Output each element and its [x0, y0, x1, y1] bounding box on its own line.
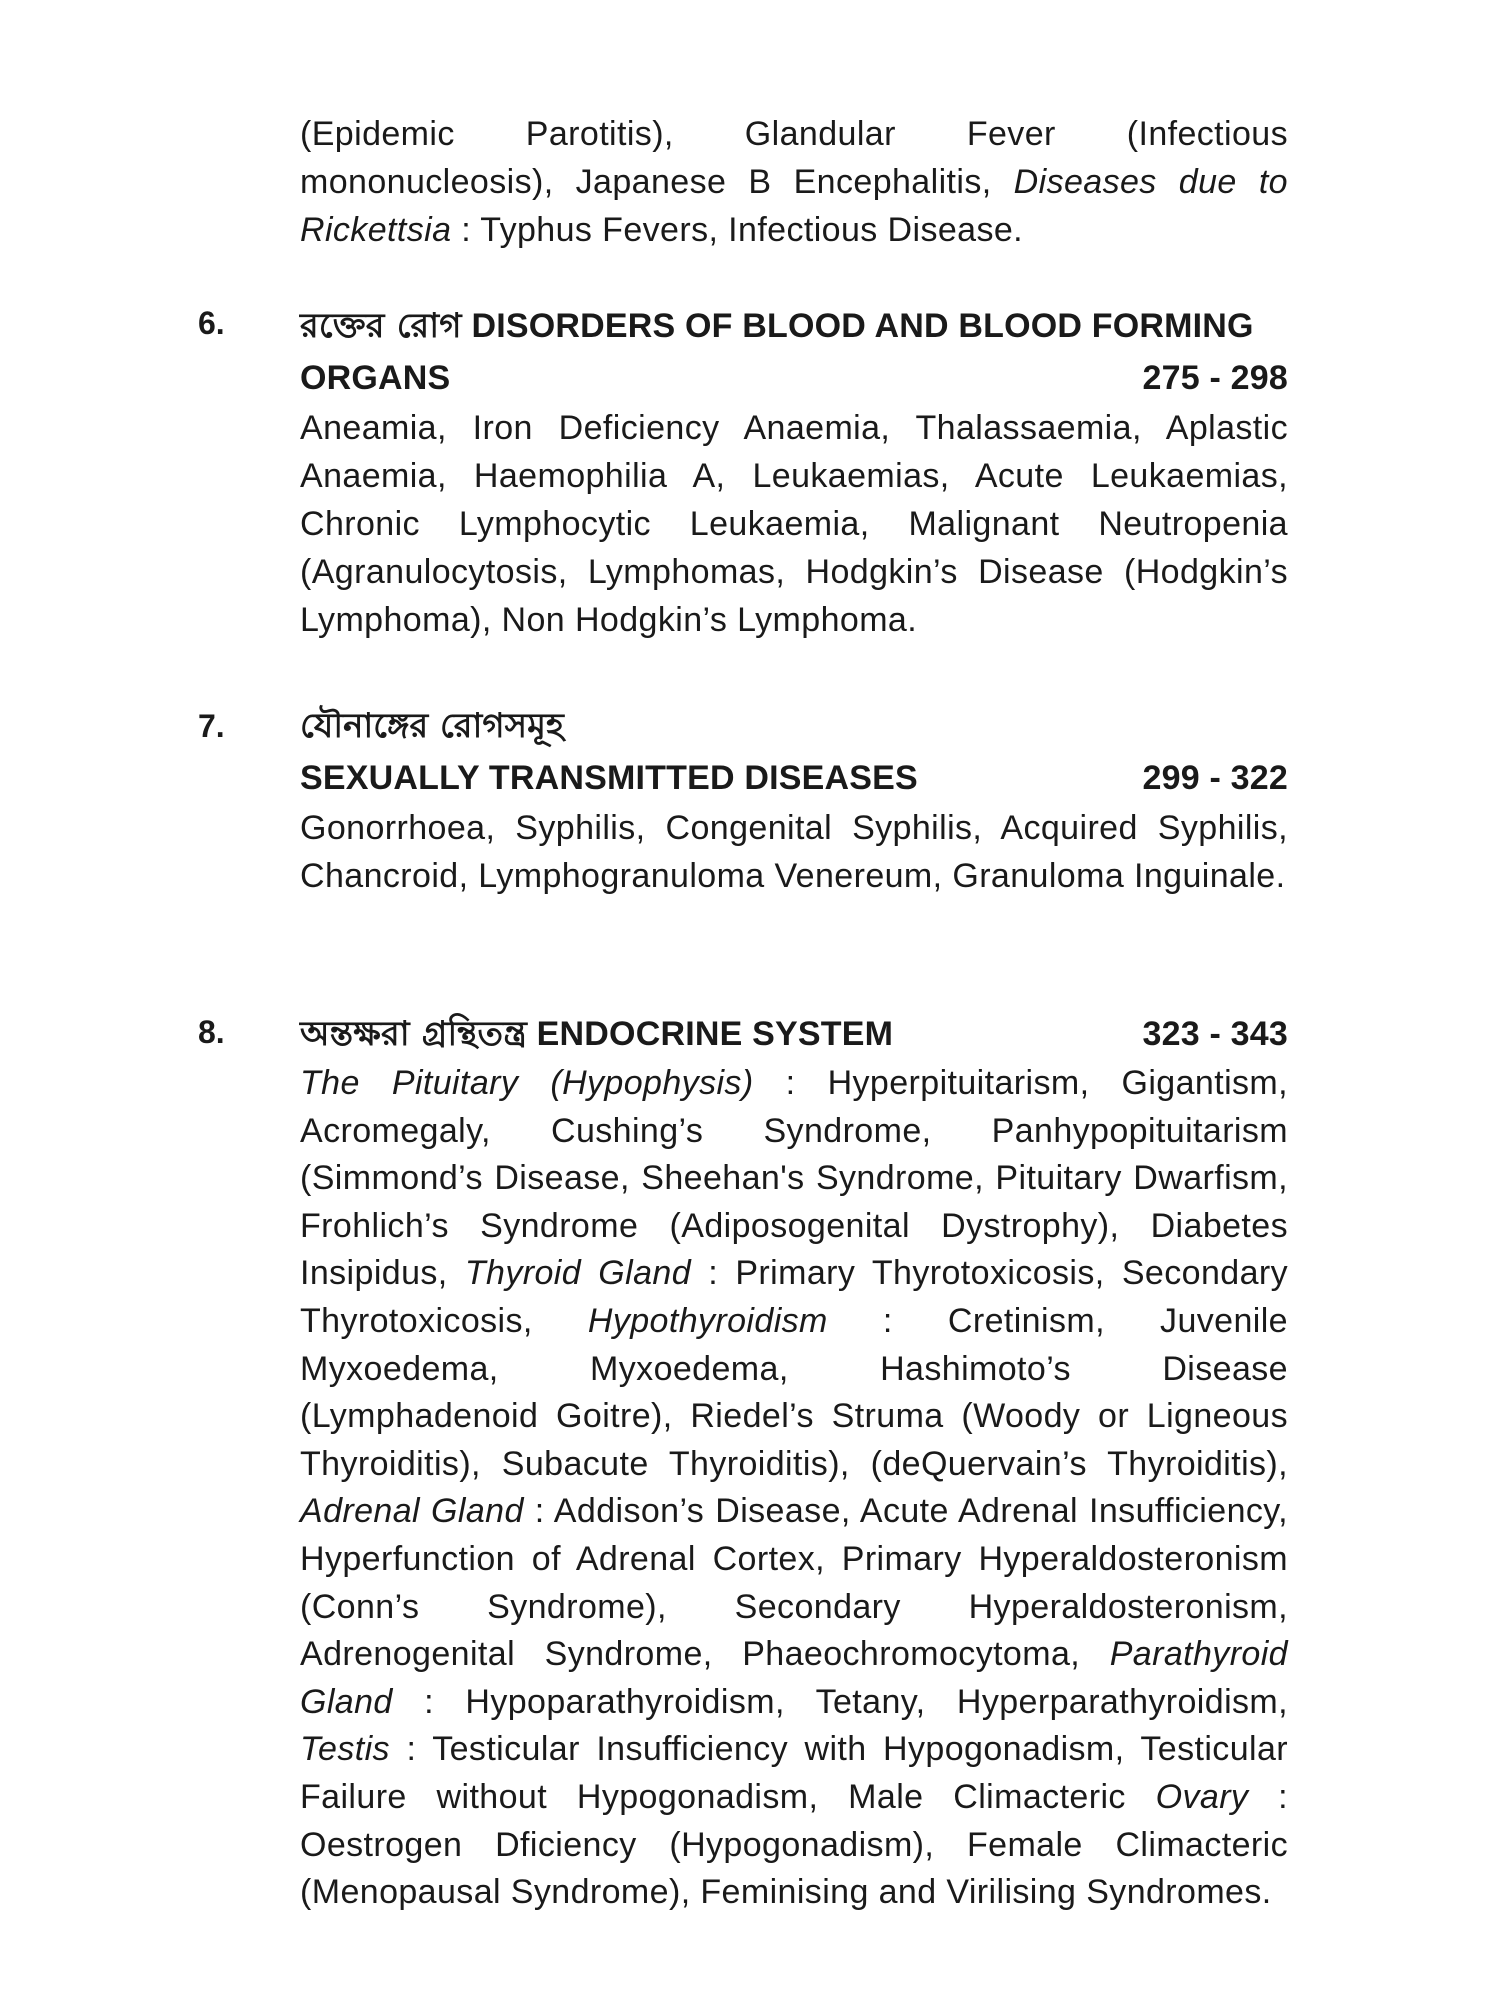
section-8-text-5: : Hypoparathyroidism, Tetany, Hyperparathyroidism, [392, 1682, 1288, 1721]
section-8-title: ENDOCRINE SYSTEM [536, 1015, 894, 1053]
section-8-page-range: 323 - 343 [1142, 1015, 1288, 1053]
section-6-heading-line-2 [300, 352, 1288, 404]
section-6-number: 6. [198, 305, 225, 341]
section-8-text-2: : Primary Thyrotoxicosis, Secondary Thyrotoxicosis, [300, 1254, 1289, 1340]
section-6-page-range: 275 - 298 [1142, 359, 1288, 397]
section-7-heading [300, 752, 1288, 804]
section-8-italic-parathyroid: Parathyroid Gland [300, 1635, 1288, 1721]
section-8-heading [300, 1008, 1288, 1060]
section-8-number: 8. [198, 1014, 225, 1050]
section-8-italic-ovary: Ovary [1155, 1777, 1249, 1816]
section-7 [300, 700, 1288, 900]
intro-paragraph [300, 110, 1288, 254]
intro-block [300, 110, 1288, 254]
section-6-bengali-title: রক্তের রোগ [300, 306, 462, 346]
section-8-italic-testis: Testis [300, 1730, 390, 1769]
intro-text-1: (Epidemic Parotitis), Glandular Fever (Infectious mononucleosis), Japanese B Encephalitis, [300, 115, 1288, 201]
section-8-italic-adrenal: Adrenal Gland [300, 1492, 524, 1531]
section-8-italic-thyroid: Thyroid Gland [464, 1254, 692, 1293]
section-7-bengali-title: যৌনাঙ্গের রোগসমূহ [300, 706, 564, 746]
section-8-text-6: : Testicular Insufficiency with Hypogonadism, Testicular Failure without Hypogonadism, Male Climacteric [300, 1730, 1288, 1816]
section-8-text-1: : Hyperpituitarism, Gigantism, Acromegaly, Cushing’s Syndrome, Panhypopituitarism (Simmond’s Disease, Sheehan's Syndrome, Pituitary Dwarfism, Frohlich’s Syndrome (Adiposogenital Dystrophy), Diabetes Insipidus, [300, 1064, 1289, 1293]
section-6-title-b: ORGANS [300, 359, 451, 397]
section-6-heading-line-1 [300, 300, 1288, 352]
intro-italic-1: Diseases due to Rickettsia [300, 163, 1288, 249]
section-7-body: Gonorrhoea, Syphilis, Congenital Syphilis, Acquired Syphilis, Chancroid, Lymphogranuloma Venereum, Granuloma Inguinale. [300, 809, 1288, 895]
section-8-text-3: : Cretinism, Juvenile Myxoedema, Myxoedema, Hashimoto’s Disease (Lymphadenoid Goitre), Riedel’s Struma (Woody or Ligneous Thyroiditis), Subacute Thyroiditis), (deQuervain’s Thyroiditis), [300, 1301, 1288, 1483]
section-7-number: 7. [198, 708, 225, 744]
section-7-title: SEXUALLY TRANSMITTED DISEASES [300, 759, 918, 797]
section-6-body: Aneamia, Iron Deficiency Anaemia, Thalassaemia, Aplastic Anaemia, Haemophilia A, Leukaemias, Acute Leukaemias, Chronic Lymphocytic Leukaemia, Malignant Neutropenia (Agranulocytosis, Lymphomas, Hodgkin’s Disease (Hodgkin’s Lymphoma), Non Hodgkin’s Lymphoma. [300, 409, 1288, 639]
intro-text-2: : Typhus Fevers, Infectious Disease. [451, 211, 1024, 249]
section-8-italic-hypothyroidism: Hypothyroidism [587, 1301, 828, 1340]
section-8 [300, 1008, 1288, 1917]
section-6 [300, 300, 1288, 644]
section-8-body [300, 1060, 1288, 1917]
section-8-bengali-title: অন্তক্ষরা গ্রন্থিতন্ত্র [300, 1014, 528, 1054]
section-8-italic-pituitary: The Pituitary (Hypophysis) [300, 1064, 754, 1102]
section-8-text-7: : Oestrogen Dficiency (Hypogonadism), Female Climacteric (Menopausal Syndrome), Feminising and Virilising Syndromes. [300, 1777, 1288, 1912]
section-7-page-range: 299 - 322 [1142, 759, 1288, 797]
section-6-title-a: DISORDERS OF BLOOD AND BLOOD FORMING [471, 307, 1254, 345]
section-8-text-4: : Addison’s Disease, Acute Adrenal Insufficiency, Hyperfunction of Adrenal Cortex, Primary Hyperaldosteronism (Conn’s Syndrome), Secondary Hyperaldosteronism, Adrenogenital Syndrome, Phaeochromocytoma, [300, 1492, 1288, 1674]
